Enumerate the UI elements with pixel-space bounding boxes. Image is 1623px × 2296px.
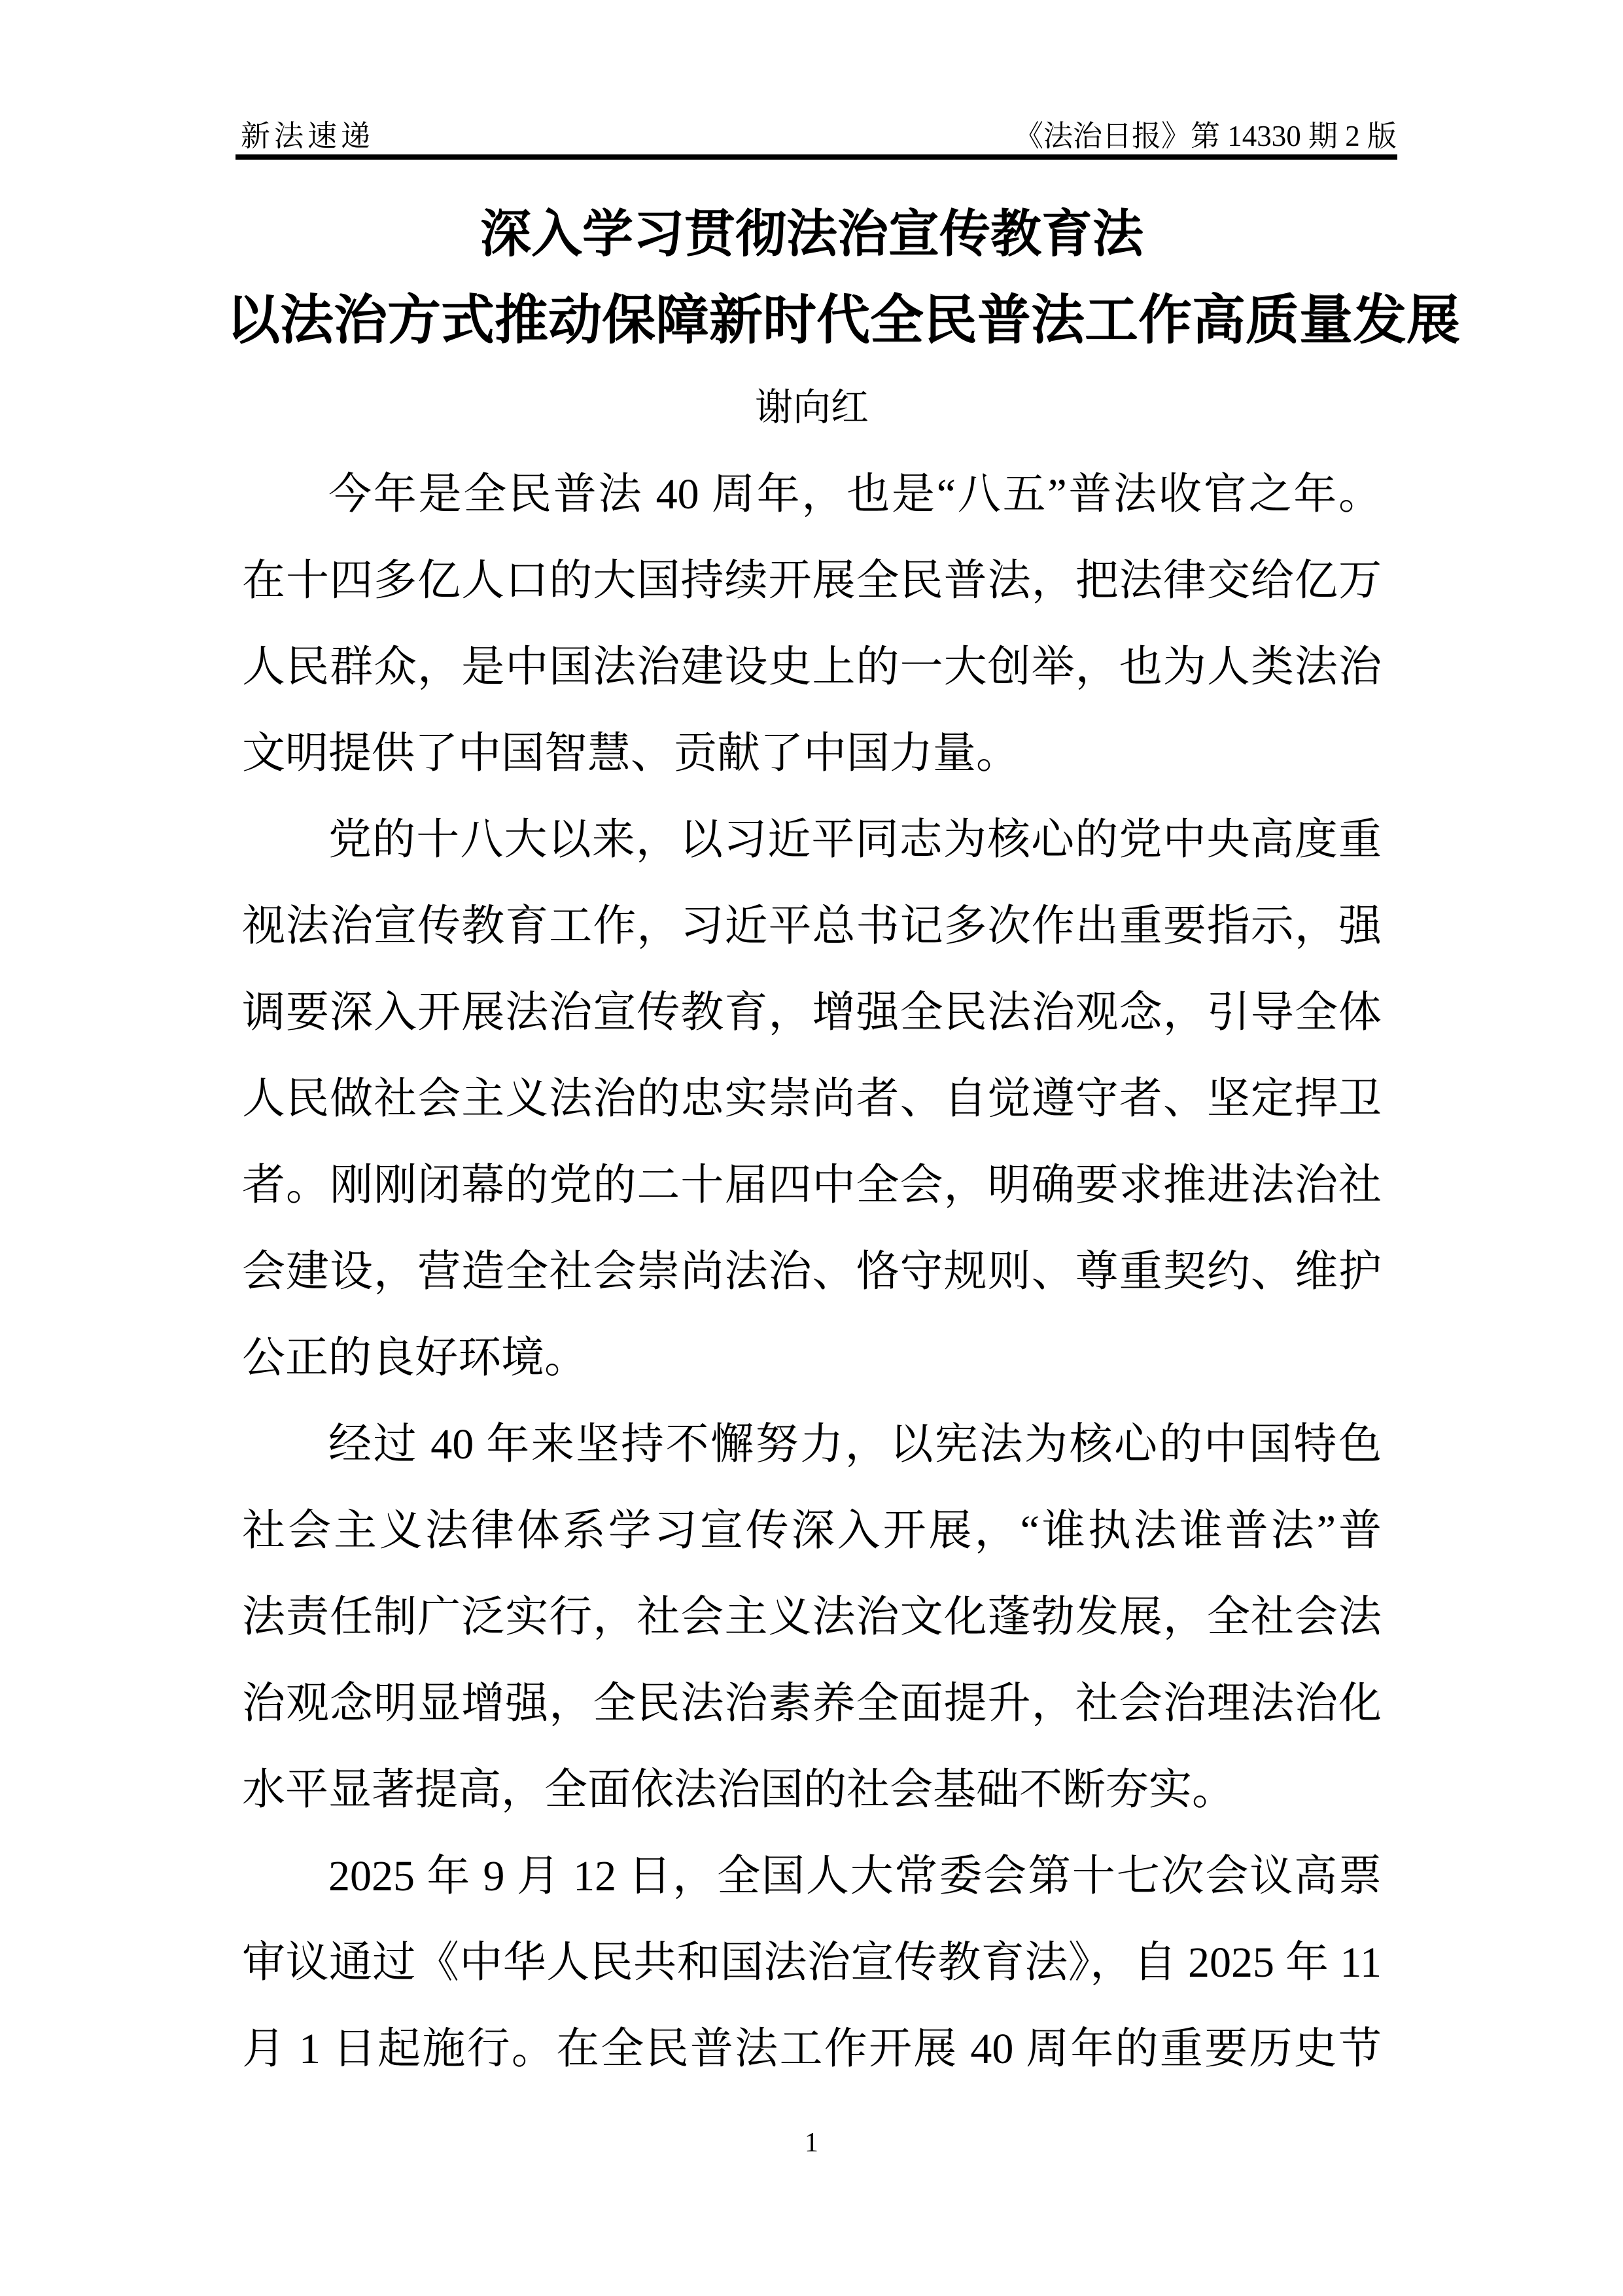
body-line: 审议通过《中华人民共和国法治宣传教育法》，自 2025 年 11 — [242, 1939, 1382, 1987]
document-title-line1: 深入学习贯彻法治宣传教育法 — [480, 205, 1143, 262]
paragraph — [242, 451, 1382, 797]
body-line: 人民群众，是中国法治建设史上的一大创举，也为人类法治 — [242, 643, 1382, 691]
body-line: 在十四多亿人口的大国持续开展全民普法，把法律交给亿万 — [242, 557, 1382, 605]
body-line: 党的十八大以来，以习近平同志为核心的党中央高度重 — [328, 816, 1382, 864]
page-number: 1 — [805, 2128, 818, 2158]
body-line: 社会主义法律体系学习宣传深入开展，“谁执法谁普法”普 — [242, 1507, 1382, 1555]
document-body — [242, 451, 1382, 2093]
paragraph — [242, 1402, 1382, 1833]
body-line: 今年是全民普法 40 周年，也是“八五”普法收官之年。 — [328, 470, 1382, 518]
body-line: 法责任制广泛实行，社会主义法治文化蓬勃发展，全社会法 — [242, 1593, 1382, 1641]
body-line: 者。刚刚闭幕的党的二十届四中全会，明确要求推进法治社 — [242, 1161, 1382, 1209]
body-line: 月 1 日起施行。在全民普法工作开展 40 周年的重要历史节 — [242, 2025, 1382, 2073]
body-line: 文明提供了中国智慧、贡献了中国力量。 — [242, 730, 1019, 777]
header-divider-rule — [236, 154, 1397, 160]
body-line: 公正的良好环境。 — [242, 1334, 587, 1382]
body-line: 视法治宣传教育工作，习近平总书记多次作出重要指示，强 — [242, 902, 1382, 950]
body-line: 治观念明显增强，全民法治素养全面提升，社会治理法治化 — [242, 1680, 1382, 1727]
body-line: 水平显著提高，全面依法治国的社会基础不断夯实。 — [242, 1766, 1235, 1814]
body-line: 2025 年 9 月 12 日，全国人大常委会第十七次会议高票 — [328, 1852, 1382, 1900]
header-left-text: 新法速递 — [241, 120, 375, 152]
body-line: 会建设，营造全社会崇尚法治、恪守规则、尊重契约、维护 — [242, 1248, 1382, 1296]
header-right-text: 《法治日报》第 14330 期 2 版 — [1013, 120, 1397, 152]
document-title-line2: 以法治方式推动保障新时代全民普法工作高质量发展 — [226, 291, 1461, 350]
body-line: 人民做社会主义法治的忠实崇尚者、自觉遵守者、坚定捍卫 — [242, 1075, 1382, 1123]
author-name: 谢向红 — [754, 386, 869, 429]
body-line: 经过 40 年来坚持不懈努力，以宪法为核心的中国特色 — [328, 1421, 1382, 1468]
body-line: 调要深入开展法治宣传教育，增强全民法治观念，引导全体 — [242, 989, 1382, 1036]
paragraph — [242, 1833, 1382, 2093]
paragraph — [242, 797, 1382, 1402]
